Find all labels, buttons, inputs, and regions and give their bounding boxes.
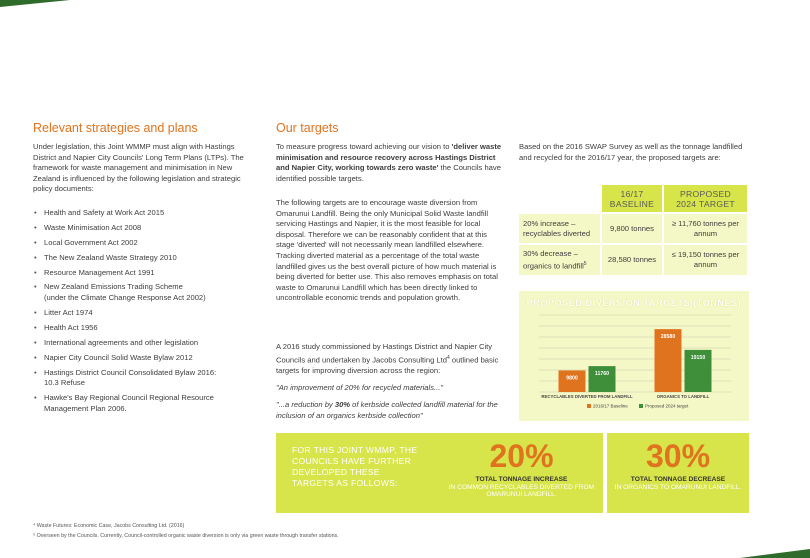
row-label-text: 30% decrease – organics to landfill (523, 248, 584, 271)
heading-strategies: Relevant strategies and plans (33, 121, 198, 135)
study-text: A 2016 study commissioned by Hastings District and Napier City Councils and undertaken by Jacobs Consulting Ltd (276, 342, 493, 365)
row-label (519, 213, 601, 244)
quote-organics (276, 400, 502, 421)
stat-organics (607, 433, 749, 513)
chart-canvas (519, 291, 749, 421)
header-baseline (601, 185, 663, 213)
row-label (519, 244, 601, 275)
chart-legend-swatch (587, 404, 591, 408)
footnote-4: ⁴ Waste Futures: Economic Case, Jacobs Consulting Ltd. (2016) (33, 523, 185, 529)
stat-organics-description: IN ORGANICS TO OMARUNUI LANDFILL. (614, 483, 742, 491)
stat-recyclables-label: TOTAL TONNAGE INCREASE (475, 476, 568, 483)
chart-bar (589, 366, 616, 392)
study-text-end: outlined basic targets for improving diversion across the region: (276, 355, 499, 375)
row-label-text: 20% increase – recyclables diverted (523, 218, 591, 238)
chart-legend-label: 2016/17 Baseline (593, 403, 628, 409)
targets-table (519, 185, 747, 275)
quote-recycled (276, 383, 502, 394)
quote-recycled-text: "An improvement of 20% for recycled materials..." (276, 383, 444, 392)
policy-list-item: • Health and Safety at Work Act 2015 (33, 208, 258, 219)
policy-list-item: • New Zealand Emissions Trading Scheme (under the Climate Change Response Act 2002) (33, 282, 258, 303)
row-target: ≥ 11,760 tonnes per annum (663, 213, 747, 244)
strategies-intro: Under legislation, this Joint WMMP must align with Hastings District and Napier City Councils' Long Term Plans (LTPs). The framework for waste management and minimisation in New Zealand is influenced by the following legislation and strategic policy documents: (33, 142, 244, 194)
table-row (519, 213, 747, 244)
callout-text: FOR THIS JOINT WMMP, THE COUNCILS HAVE FURTHER DEVELOPED THESE TARGETS AS FOLLOWS: (292, 445, 418, 488)
stat-recyclables-number: 20% (489, 438, 554, 474)
policy-list-item: • Napier City Council Solid Waste Bylaw 2012 (33, 353, 258, 364)
chart-category-label: ORGANICS TO LANDFILL (656, 394, 710, 399)
policy-list-item: • Health Act 1956 (33, 323, 258, 334)
policy-list-item: • Waste Minimisation Act 2008 (33, 223, 258, 234)
vision-statement: 'deliver waste minimisation and resource recovery across Hastings District and Napier City, working towards zero waste' (276, 142, 502, 173)
policy-list-item: • International agreements and other legislation (33, 338, 258, 349)
policy-list-item: • Hastings District Council Consolidated Bylaw 2016: 10.3 Refuse (33, 368, 258, 389)
row-baseline: 9,800 tonnes (601, 213, 663, 244)
chart-title: PROPOSED DIVERSION TARGETS (TONNES) (526, 298, 742, 308)
stat-organics-number: 30% (645, 438, 711, 474)
row-baseline: 28,580 tonnes (601, 244, 663, 275)
vision-pre: To measure progress toward achieving our vision to (276, 142, 452, 151)
chart-legend-swatch (639, 404, 643, 408)
stat-organics-label: TOTAL TONNAGE DECREASE (630, 476, 726, 483)
row-target: ≤ 19,150 tonnes per annum (663, 244, 747, 275)
chart-data-label: 19150 (690, 354, 706, 361)
chart-data-label: 11760 (594, 371, 610, 378)
header-target (663, 185, 747, 213)
stat-recyclables-description: IN COMMON RECYCLABLES DIVERTED FROM OMARUNUI LANDFILL. (448, 483, 595, 499)
table-row (519, 244, 747, 275)
policy-list-item: • The New Zealand Waste Strategy 2010 (33, 253, 258, 264)
footnote-ref-4: 4 (446, 354, 450, 361)
corner-decoration-bottom (740, 549, 810, 558)
targets-vision-paragraph (276, 142, 502, 184)
quote-organics-pre: "...a reduction by (276, 400, 335, 409)
chart-category-label: RECYCLABLES DIVERTED FROM LANDFILL (541, 394, 633, 399)
chart-data-label: 28580 (660, 334, 676, 341)
diversion-paragraph: The following targets are to encourage waste diversion from Omarunui Landfill. Being the only Municipal Solid Waste landfill servicing Hastings and Napier, it is the most feasible for local disposal. Therefore we can be reasonably confident that at this stage 'diverted' will not necessarily mean landfilled elsewhere. Tracking diverted material as a percentage of the total waste landfilled gives us the best overall picture of how much material is being diverted for better use. This also removes emphasis on total waste to Omarunui Landfill which has been directly linked to uncontrollable economic trends and population growth. (276, 198, 498, 303)
targets-intro: Based on the 2016 SWAP Survey as well as the tonnage landfilled and recycled for the 2016/17 year, the proposed targets are: (519, 142, 743, 162)
chart-legend-label: Proposed 2024 target (645, 403, 689, 409)
study-paragraph (276, 342, 502, 376)
policy-list-item: • Local Government Act 2002 (33, 238, 258, 249)
vision-post: the Councils have identified possible targets. (276, 163, 501, 183)
quote-organics-percent: 30% (334, 400, 351, 409)
corner-decoration-top (0, 0, 70, 7)
header-target-text: PROPOSED 2024 TARGET (676, 188, 735, 209)
footnote-ref-5: 5 (583, 260, 587, 267)
table-header-empty (519, 185, 601, 213)
policy-list-item: • Litter Act 1974 (33, 308, 258, 319)
policy-list (33, 208, 258, 418)
quote-organics-post: of kerbside collected landfill material for the inclusion of an organics kerbside collection" (276, 400, 498, 420)
table-header-row (519, 185, 747, 213)
chart-data-label: 9800 (566, 375, 578, 382)
policy-list-item: • Hawke's Bay Regional Council Regional Resource Management Plan 2006. (33, 393, 258, 414)
header-baseline-text: 16/17 BASELINE (609, 188, 655, 209)
stat-recyclables (440, 433, 603, 513)
policy-list-item: • Resource Management Act 1991 (33, 268, 258, 279)
diversion-chart (519, 291, 749, 421)
heading-targets: Our targets (276, 121, 339, 135)
footnote-5: ⁵ Overseen by the Councils. Currently, Council-controlled organic waste diversion is only via green waste through transfer stations. (33, 533, 339, 539)
